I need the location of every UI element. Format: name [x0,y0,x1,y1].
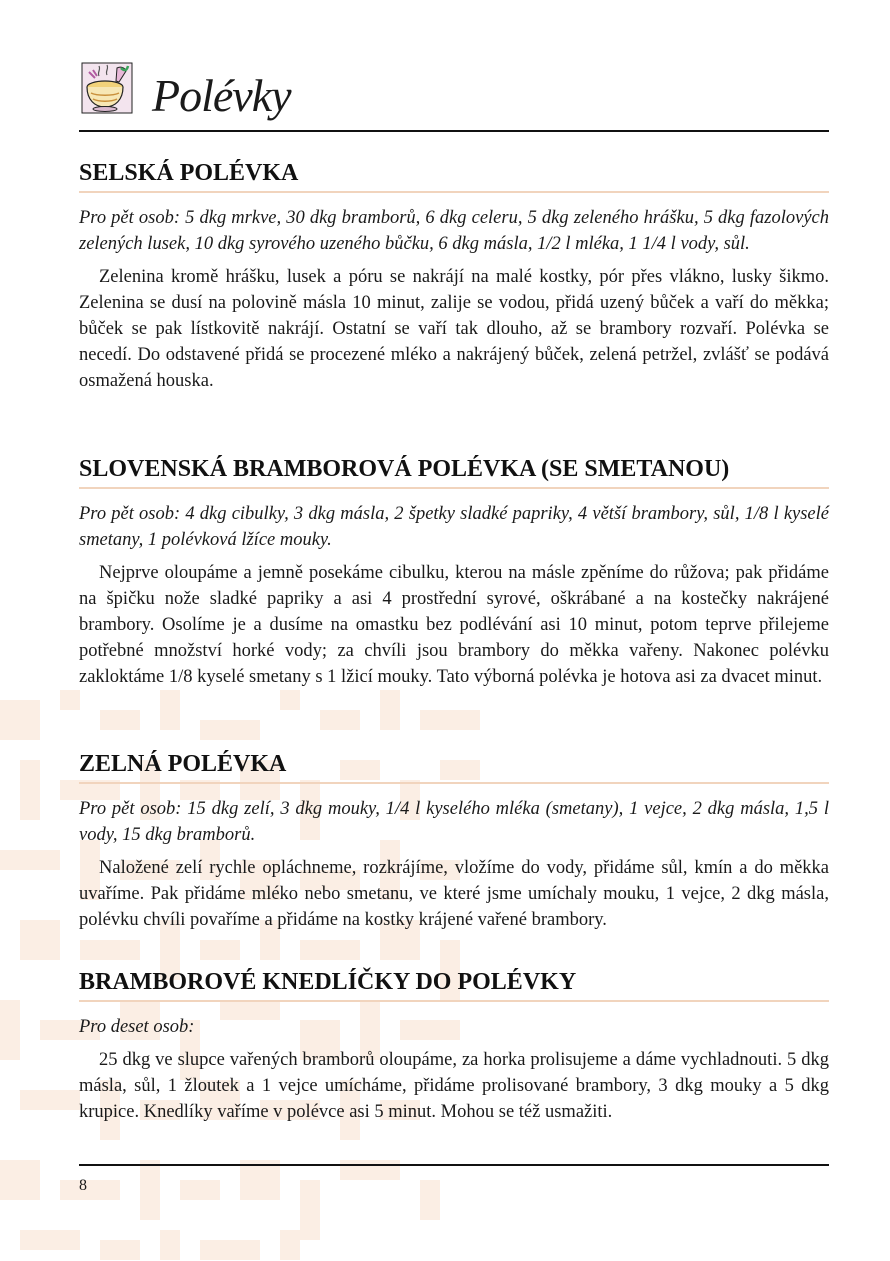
recipe-ingredients: Pro deset osob: [79,1017,195,1037]
recipe-section [79,967,829,1125]
recipe-instructions: Zelenina kromě hrášku, lusek a póru se nakrájí na malé kostky, pór přes vlákno, lusky šikmo. Zelenina se dusí na polovině másla 10 minut, zalije se vodou, přidá uzený bůček a vaří do měkka; bůček se pak lístkovitě nakrájí. Ostatní se vaří tak dlouho, až se brambory rozvaří. Polévka se necedí. Do odstavené přidá se procezené mléko a nakrájený bůček, zelená petržel, zvlášť se podává osmažená houska. [79,267,829,391]
recipe-title: BRAMBOROVÉ KNEDLÍČKY DO POLÉVKY [79,967,829,1002]
recipe-title: ZELNÁ POLÉVKA [79,749,829,784]
recipe-section [79,158,829,394]
page-number: 8 [79,1177,87,1194]
recipe-title: SLOVENSKÁ BRAMBOROVÁ POLÉVKA (SE SMETANOU) [79,454,829,489]
soup-bowl-icon [81,62,133,114]
header-rule [79,130,829,132]
recipe-ingredients: Pro pět osob: 5 dkg mrkve, 30 dkg bramborů, 6 dkg celeru, 5 dkg zeleného hrášku, 5 dkg fazolových zelených lusek, 10 dkg syrového uzeného bůčku, 6 dkg másla, 1/2 l mléka, 1 1/4 l vody, sůl. [79,208,829,254]
page-title: Polévky [152,70,291,121]
recipe-instructions: 25 dkg ve slupce vařených bramborů oloupáme, za horka prolisujeme a dáme vychladnouti. 5 dkg másla, sůl, 1 žloutek a 1 vejce umícháme, přidáme prolisované brambory, 3 dkg mouky a 5 dkg krupice. Knedlíky vaříme v polévce asi 5 minut. Mohou se též usmažiti. [79,1050,829,1122]
recipe-instructions: Naložené zelí rychle opláchneme, rozkrájíme, vložíme do vody, přidáme sůl, kmín a do měkka uvaříme. Pak přidáme mléko nebo smetanu, ve které jsme umíchaly mouku, 1 vejce, 2 dkg másla, polévku chvíli povaříme a přidáme na kostky krájené vařené brambory. [79,858,829,930]
recipe-section [79,749,829,933]
recipe-title: SELSKÁ POLÉVKA [79,158,829,193]
recipe-section [79,454,829,690]
footer-rule [79,1164,829,1166]
page-header [79,60,829,130]
recipe-instructions: Nejprve oloupáme a jemně posekáme cibulku, kterou na másle zpěníme do růžova; pak přidáme na špičku nože sladké papriky a asi 4 prostřední syrové, oškrábané a na kostečky nakrájené brambory. Osolíme je a dusíme na omastku bez podlévání asi 10 minut, potom teprve přilejeme potřebné množství horké vody; za chvíli jsou brambory do měkka vařeny. Nakonec polévku zakloktáme 1/8 kyselé smetany s 1 lžicí mouky. Tato výborná polévka je hotova asi za dvacet minut. [79,563,829,687]
recipe-ingredients: Pro pět osob: 4 dkg cibulky, 3 dkg másla, 2 špetky sladké papriky, 4 větší brambory, sůl, 1/8 l kyselé smetany, 1 polévková lžíce mouky. [79,504,829,550]
recipe-ingredients: Pro pět osob: 15 dkg zelí, 3 dkg mouky, 1/4 l kyselého mléka (smetany), 1 vejce, 2 dkg másla, 1,5 l vody, 15 dkg bramborů. [79,799,829,845]
